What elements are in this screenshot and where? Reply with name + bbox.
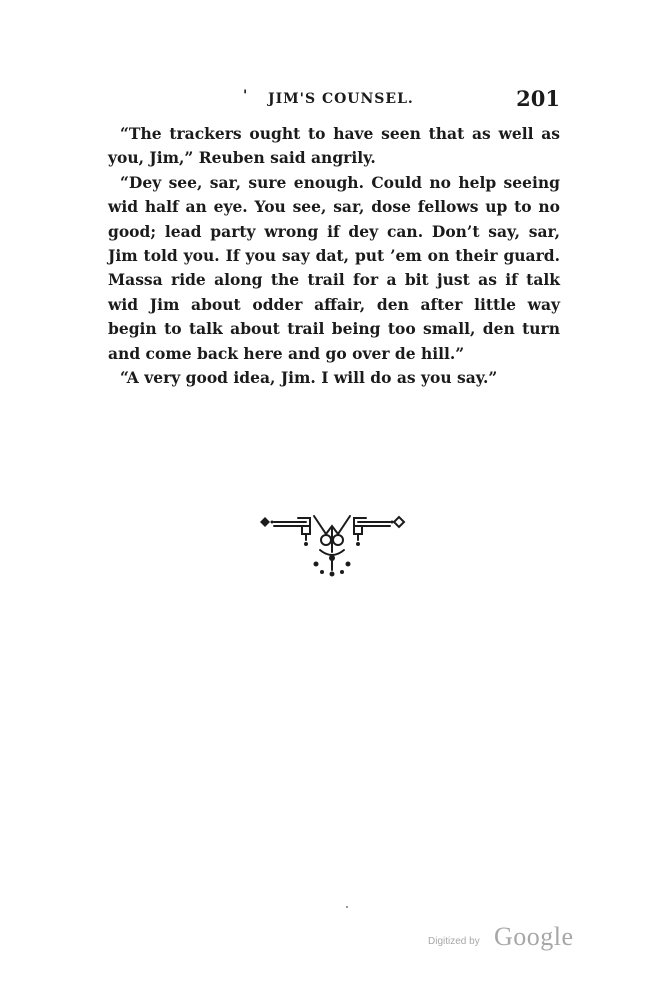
google-logo: Google bbox=[494, 922, 574, 951]
running-head-mark: ' bbox=[243, 88, 248, 104]
chapter-title: JIM'S COUNSEL. bbox=[268, 91, 414, 107]
paragraph-2: “Dey see, sar, sure enough. Could no help seeing wid half an eye. You see, sar, dose fellows up to no good; lead party wrong if dey can. Don’t say, sar, Jim told you. If you say dat, put ’em on their guard. Massa ride along the trail for a bit just as if talk wid Jim about odder affair, den after little way begin to talk about trail being too small, den turn and come back here and go over de hill.” bbox=[108, 172, 560, 363]
paragraph-3: “A very good idea, Jim. I will do as you say.” bbox=[120, 368, 498, 388]
digitized-watermark bbox=[428, 922, 588, 958]
watermark-by-text: Digitized by bbox=[428, 936, 480, 947]
running-head bbox=[108, 86, 560, 114]
page-number: 201 bbox=[516, 86, 560, 111]
scan-speck bbox=[346, 906, 348, 908]
paragraph-1: “The trackers ought to have seen that as well as you, Jim,” Reuben said angrily. bbox=[108, 124, 560, 168]
tailpiece-ornament-icon bbox=[258, 508, 406, 582]
body-text bbox=[108, 122, 560, 390]
